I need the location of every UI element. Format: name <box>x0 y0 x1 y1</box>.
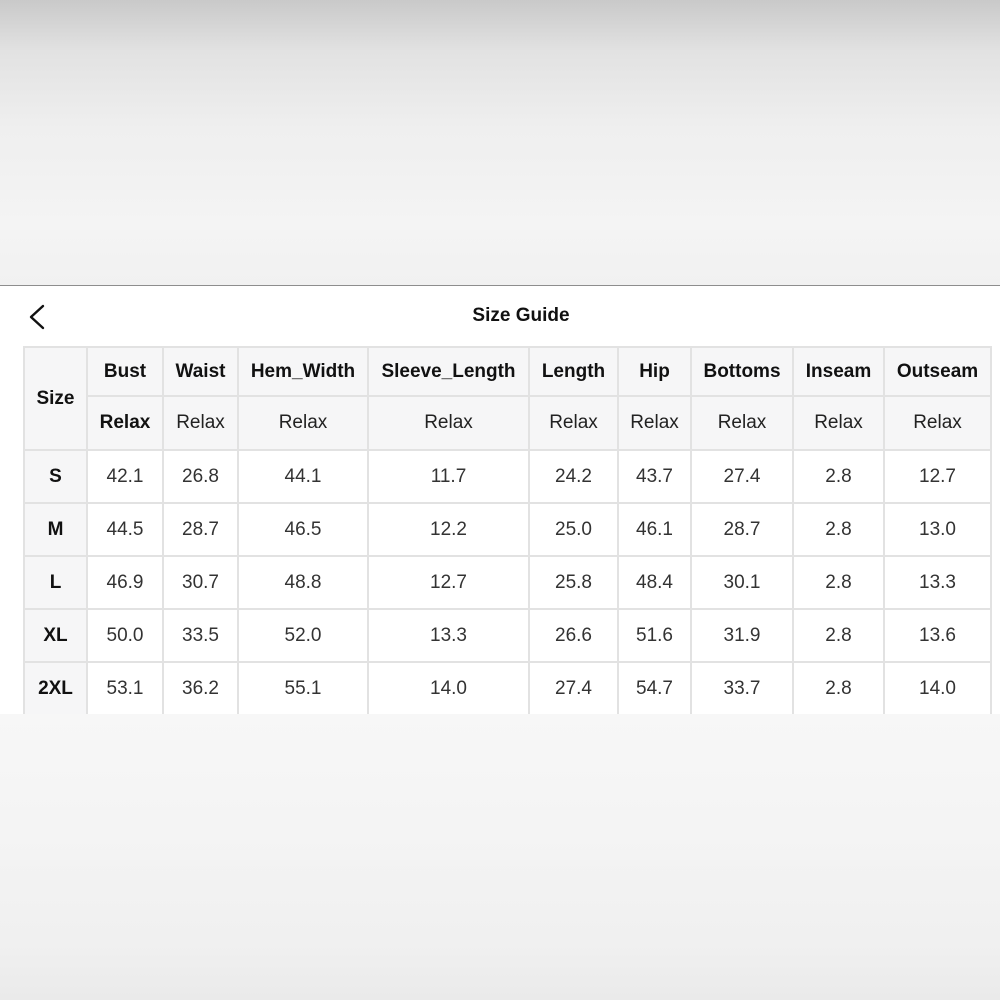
table-cell: 28.7 <box>163 503 238 556</box>
size-table <box>23 346 992 714</box>
size-label: XL <box>24 609 87 662</box>
column-header: Inseam <box>793 347 884 396</box>
table-cell: 13.3 <box>884 556 991 609</box>
column-header: Outseam <box>884 347 991 396</box>
table-cell: 51.6 <box>618 609 691 662</box>
table-cell: 48.4 <box>618 556 691 609</box>
table-cell: 2.8 <box>793 503 884 556</box>
table-cell: 26.8 <box>163 450 238 503</box>
table-cell: 31.9 <box>691 609 793 662</box>
column-header-row <box>24 347 991 396</box>
table-cell: 43.7 <box>618 450 691 503</box>
table-cell: 46.9 <box>87 556 163 609</box>
table-cell: 13.0 <box>884 503 991 556</box>
fit-type-row <box>24 396 991 450</box>
table-cell: 27.4 <box>529 662 618 714</box>
column-header: Sleeve_Length <box>368 347 529 396</box>
table-row <box>24 503 991 556</box>
column-header-size: Size <box>24 347 87 450</box>
fit-type-cell: Relax <box>793 396 884 450</box>
size-label: S <box>24 450 87 503</box>
fit-type-cell: Relax <box>884 396 991 450</box>
table-cell: 24.2 <box>529 450 618 503</box>
fit-type-cell: Relax <box>163 396 238 450</box>
table-cell: 44.5 <box>87 503 163 556</box>
table-cell: 33.7 <box>691 662 793 714</box>
page-title: Size Guide <box>472 305 570 326</box>
table-cell: 30.7 <box>163 556 238 609</box>
fit-type-cell: Relax <box>368 396 529 450</box>
table-cell: 2.8 <box>793 662 884 714</box>
table-cell: 11.7 <box>368 450 529 503</box>
column-header: Waist <box>163 347 238 396</box>
table-cell: 2.8 <box>793 609 884 662</box>
size-label: L <box>24 556 87 609</box>
table-cell: 13.3 <box>368 609 529 662</box>
backdrop-top <box>0 0 1000 286</box>
table-row <box>24 609 991 662</box>
table-cell: 25.8 <box>529 556 618 609</box>
fit-type-cell: Relax <box>618 396 691 450</box>
table-cell: 52.0 <box>238 609 368 662</box>
column-header: Hip <box>618 347 691 396</box>
table-cell: 26.6 <box>529 609 618 662</box>
table-cell: 46.5 <box>238 503 368 556</box>
table-cell: 12.7 <box>368 556 529 609</box>
column-header: Bottoms <box>691 347 793 396</box>
table-cell: 55.1 <box>238 662 368 714</box>
table-cell: 2.8 <box>793 556 884 609</box>
fit-type-cell: Relax <box>87 396 163 450</box>
size-guide-panel <box>0 286 1000 714</box>
column-header: Hem_Width <box>238 347 368 396</box>
table-cell: 14.0 <box>368 662 529 714</box>
table-cell: 28.7 <box>691 503 793 556</box>
table-cell: 53.1 <box>87 662 163 714</box>
table-cell: 30.1 <box>691 556 793 609</box>
table-cell: 54.7 <box>618 662 691 714</box>
table-cell: 50.0 <box>87 609 163 662</box>
table-cell: 36.2 <box>163 662 238 714</box>
table-cell: 27.4 <box>691 450 793 503</box>
table-cell: 33.5 <box>163 609 238 662</box>
table-cell: 44.1 <box>238 450 368 503</box>
backdrop-bottom <box>0 714 1000 1000</box>
table-cell: 46.1 <box>618 503 691 556</box>
size-label: 2XL <box>24 662 87 714</box>
fit-type-cell: Relax <box>529 396 618 450</box>
table-row <box>24 556 991 609</box>
fit-type-cell: Relax <box>238 396 368 450</box>
column-header: Length <box>529 347 618 396</box>
table-cell: 13.6 <box>884 609 991 662</box>
table-cell: 14.0 <box>884 662 991 714</box>
size-label: M <box>24 503 87 556</box>
table-cell: 48.8 <box>238 556 368 609</box>
table-cell: 2.8 <box>793 450 884 503</box>
table-cell: 25.0 <box>529 503 618 556</box>
table-row <box>24 450 991 503</box>
column-header: Bust <box>87 347 163 396</box>
table-row <box>24 662 991 714</box>
table-cell: 12.7 <box>884 450 991 503</box>
table-cell: 42.1 <box>87 450 163 503</box>
table-cell: 12.2 <box>368 503 529 556</box>
fit-type-cell: Relax <box>691 396 793 450</box>
